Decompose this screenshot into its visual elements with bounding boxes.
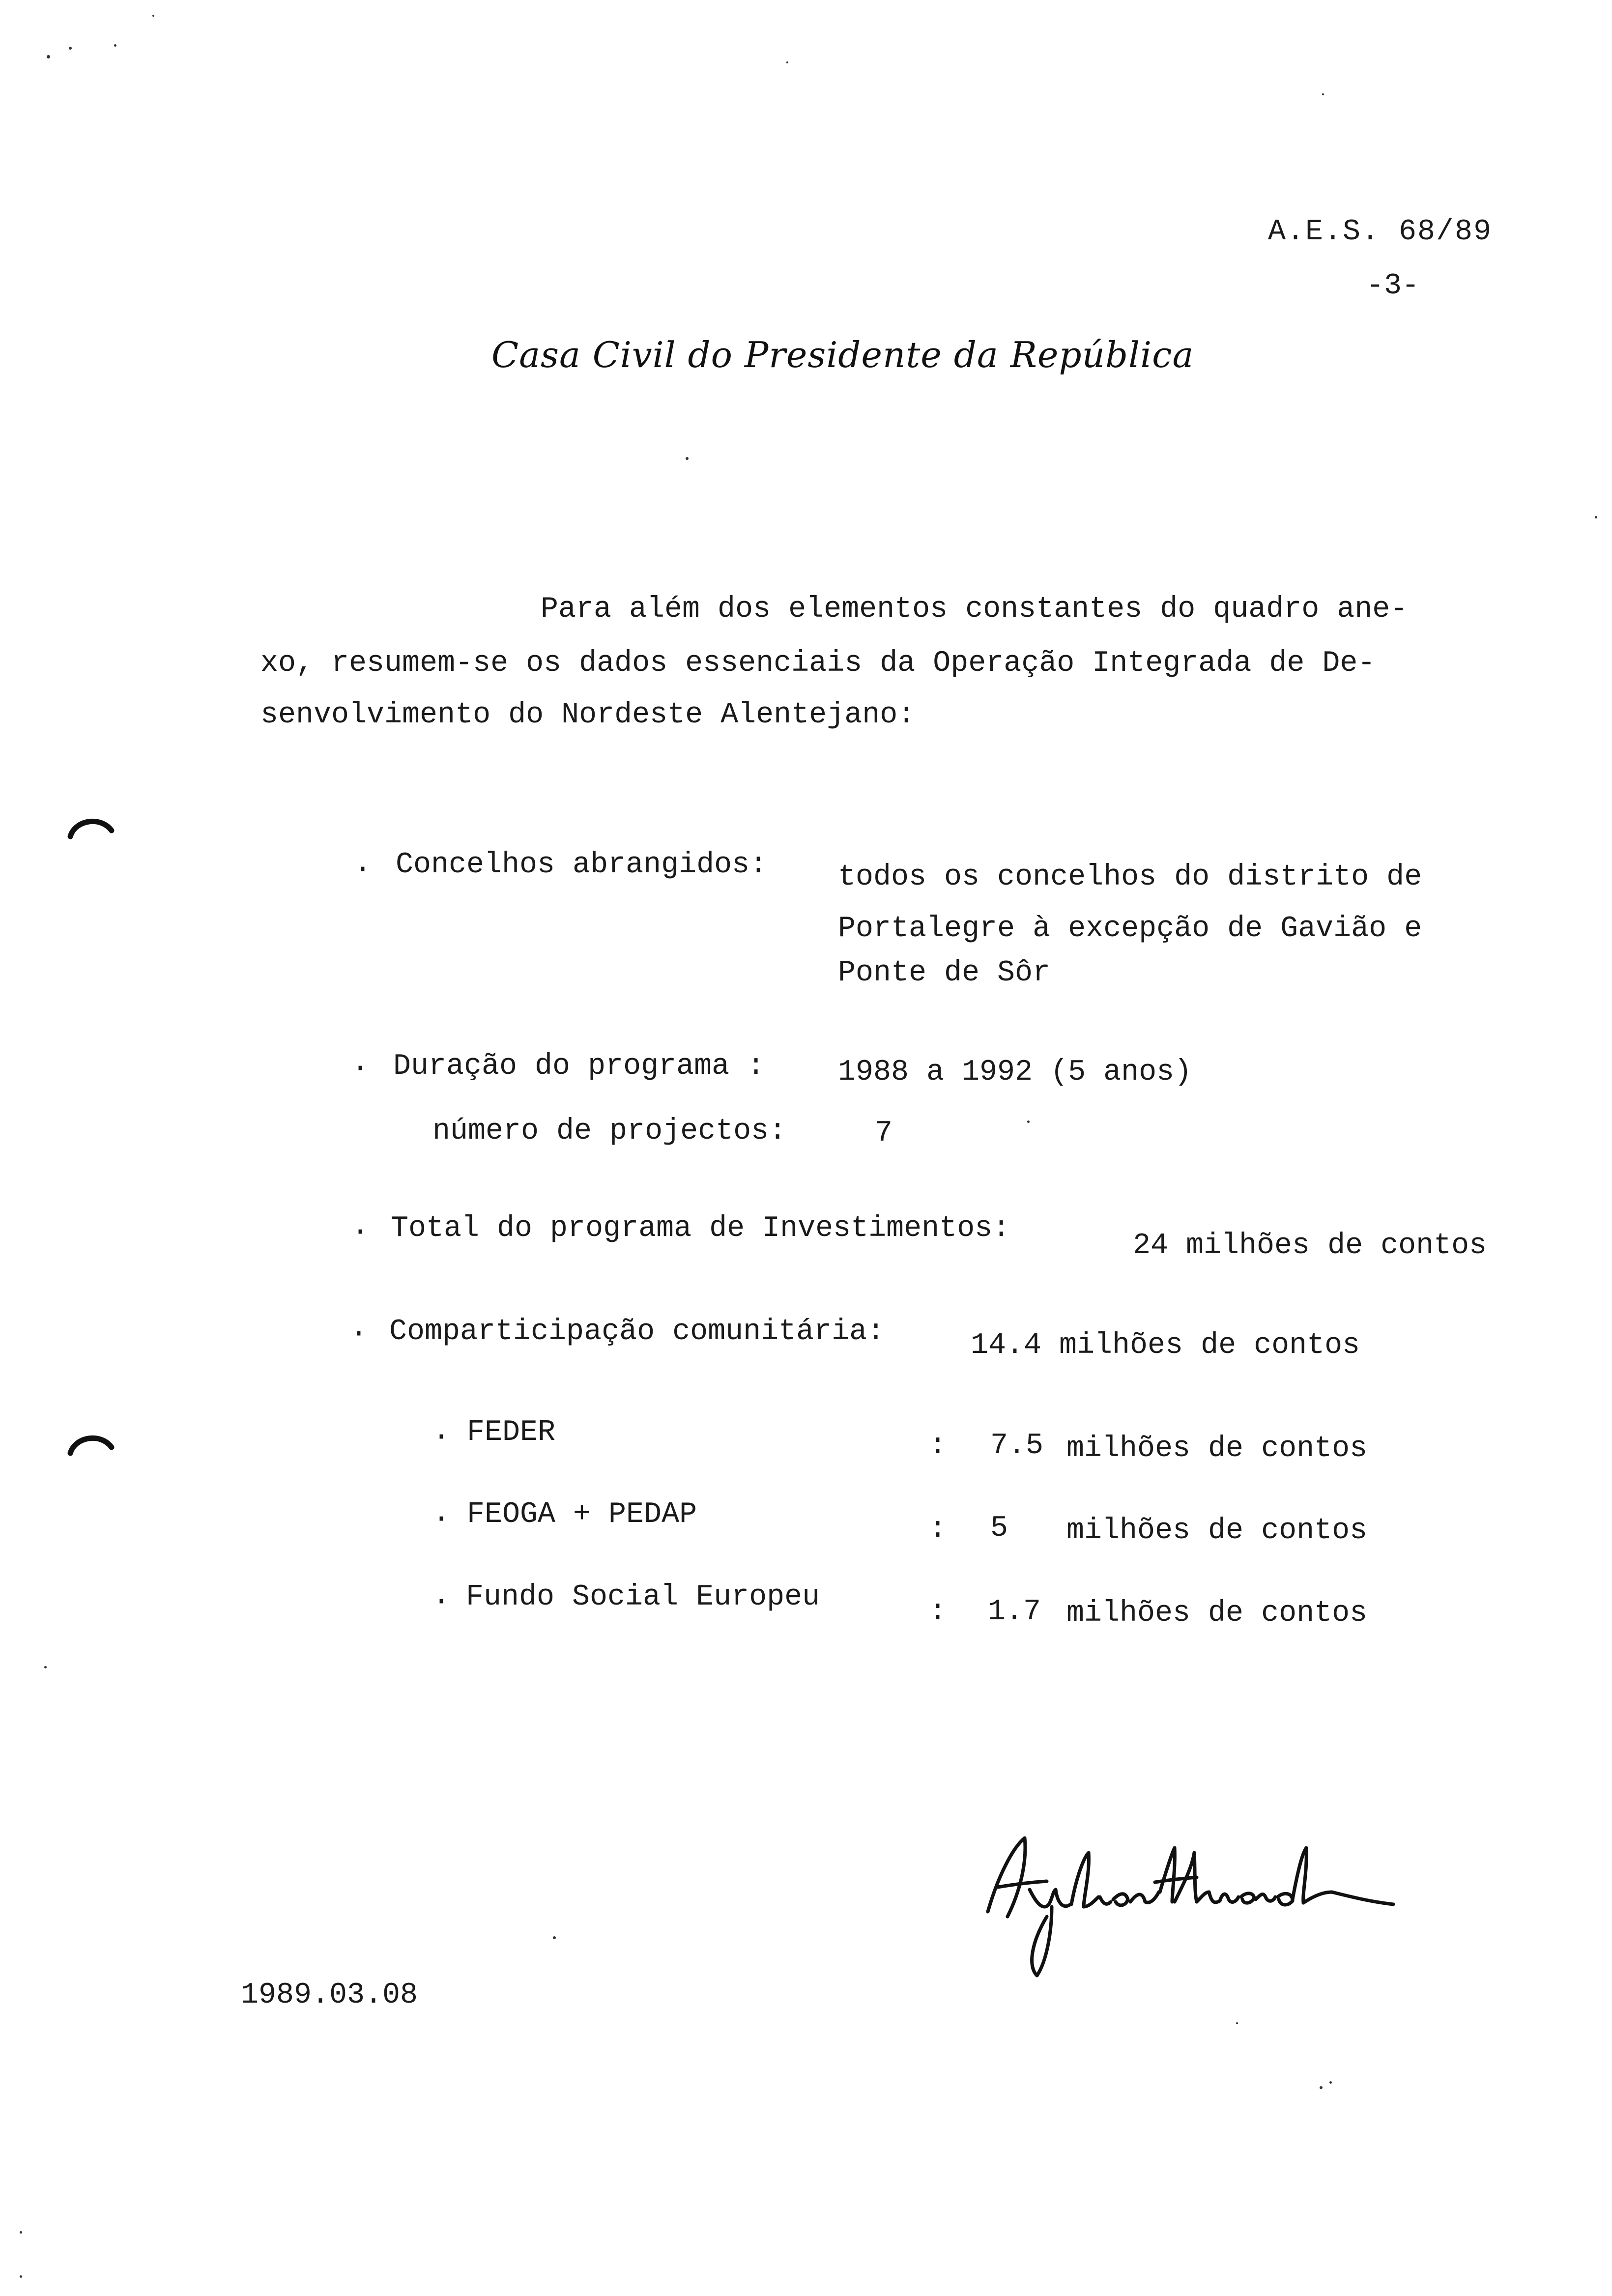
intro-line-2: xo, resumem-se os dados essenciais da Operação Integrada de De- (260, 647, 1376, 680)
projectos-label: número de projectos: (432, 1115, 787, 1148)
bullet-icon: · (432, 1421, 451, 1454)
duracao-label: Duração do programa : (393, 1050, 765, 1083)
scan-speck (114, 44, 116, 47)
intro-line-3: senvolvimento do Nordeste Alentejano: (260, 698, 916, 732)
document-date: 1989.03.08 (241, 1979, 418, 2012)
concelhos-value-line-2: Portalegre à excepção de Gavião e (838, 912, 1422, 946)
scan-speck (553, 1936, 556, 1939)
concelhos-value-line-1: todos os concelhos do distrito de (838, 861, 1422, 894)
fund-separator: : (929, 1429, 947, 1463)
scan-speck (152, 15, 154, 17)
punch-hole-mark-icon (66, 811, 115, 840)
scan-speck (1027, 1120, 1030, 1123)
fund-name: FEOGA + PEDAP (467, 1498, 697, 1531)
concelhos-value-line-3: Ponte de Sôr (838, 956, 1051, 990)
fund-name: FEDER (467, 1416, 556, 1449)
scan-speck (1322, 93, 1324, 95)
scan-speck (1595, 516, 1597, 518)
scan-speck (786, 61, 788, 63)
duracao-value: 1988 a 1992 (5 anos) (838, 1056, 1192, 1089)
bullet-icon: · (350, 1318, 368, 1351)
punch-hole-mark-icon (66, 1428, 115, 1457)
fund-amount: 1.7 (988, 1595, 1041, 1629)
fund-unit: milhões de contos (1066, 1597, 1368, 1630)
scan-speck (69, 47, 72, 50)
comparticipacao-value: 14.4 milhões de contos (971, 1329, 1360, 1362)
scan-speck (44, 1666, 47, 1668)
page-number: -3- (1366, 269, 1420, 303)
scan-speck (1329, 2081, 1332, 2084)
scan-speck (1320, 2086, 1323, 2089)
scan-speck (1236, 2022, 1238, 2024)
fund-name: Fundo Social Europeu (466, 1580, 820, 1614)
fund-separator: : (929, 1595, 947, 1629)
total-label: Total do programa de Investimentos: (391, 1212, 1010, 1245)
reference-number: A.E.S. 68/89 (1268, 215, 1493, 249)
fund-amount: 7.5 (990, 1429, 1044, 1463)
bullet-icon: · (354, 853, 372, 887)
comparticipacao-label: Comparticipação comunitária: (389, 1315, 885, 1349)
fund-amount: 5 (990, 1512, 1008, 1545)
bullet-icon: · (432, 1585, 451, 1619)
intro-line-1: Para além dos elementos constantes do quadro ane- (541, 593, 1408, 626)
scan-speck (47, 55, 50, 58)
handwritten-signature (978, 1818, 1401, 1985)
scan-speck (686, 457, 689, 460)
concelhos-label: Concelhos abrangidos: (396, 848, 768, 882)
projectos-value: 7 (875, 1117, 893, 1150)
fund-unit: milhões de contos (1066, 1432, 1368, 1465)
bullet-icon: · (351, 1052, 370, 1086)
scan-speck (20, 2231, 22, 2234)
bullet-icon: · (432, 1503, 451, 1536)
scan-speck (20, 2275, 22, 2278)
bullet-icon: · (351, 1216, 370, 1249)
fund-unit: milhões de contos (1066, 1514, 1368, 1548)
fund-separator: : (929, 1513, 947, 1546)
letterhead: Casa Civil do Presidente da República (491, 334, 1194, 375)
total-value: 24 milhões de contos (1133, 1229, 1487, 1263)
